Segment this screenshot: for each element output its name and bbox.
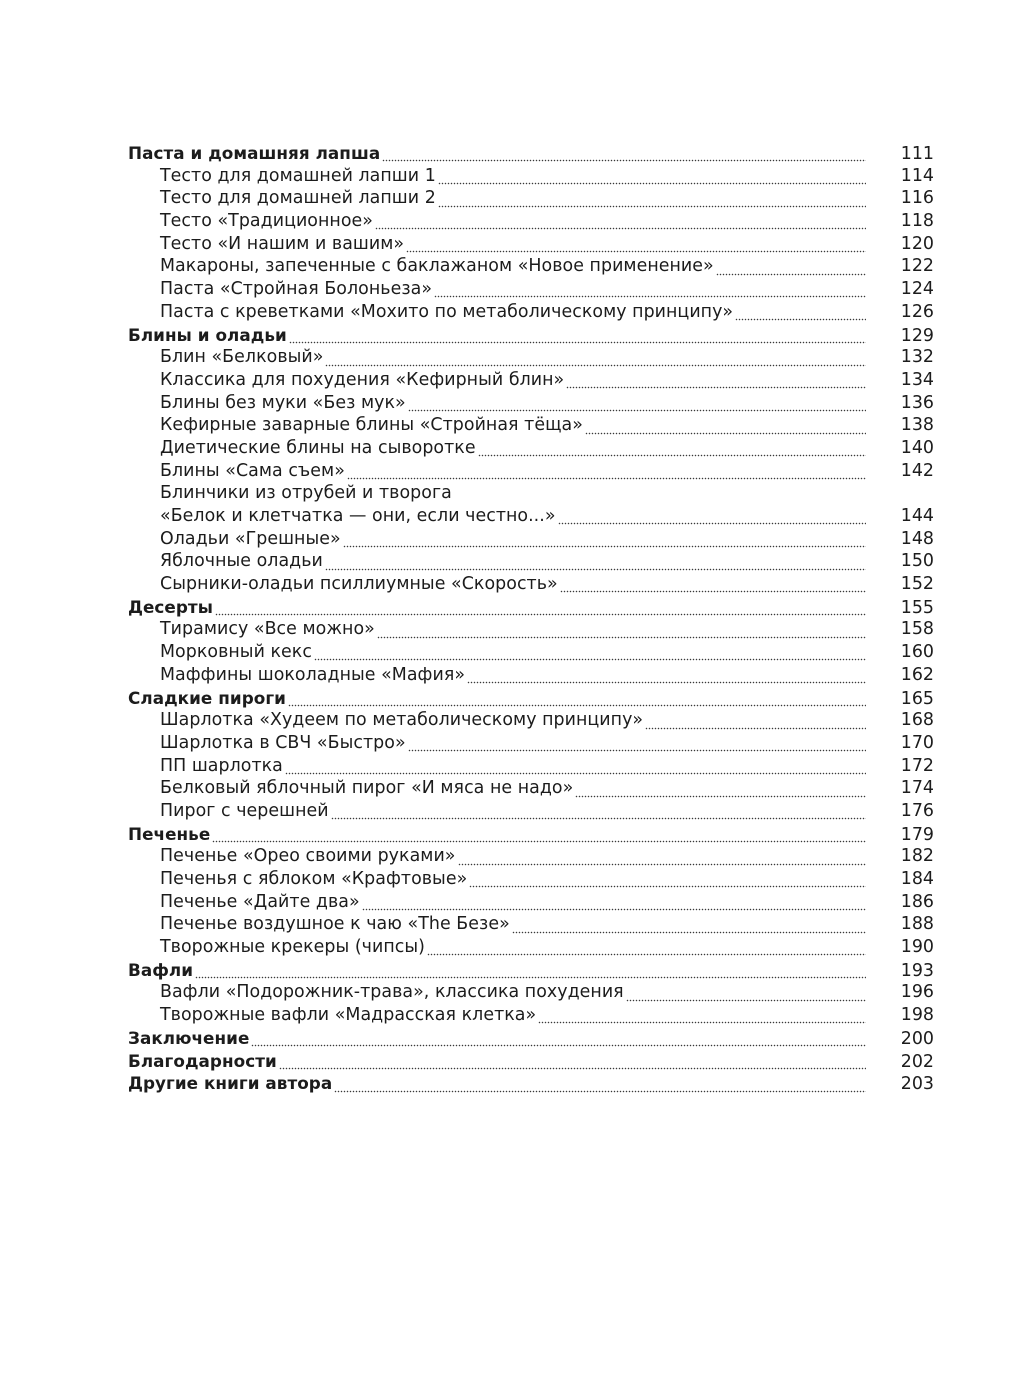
toc-title: Паста с креветками «Мохито по метаболическому принципу»	[160, 301, 734, 322]
dot-leader	[434, 288, 866, 298]
dot-leader	[438, 198, 866, 208]
toc-title: Печенье	[128, 823, 211, 844]
dot-leader	[538, 1014, 866, 1024]
toc-entry	[128, 187, 934, 210]
toc-page-number: 122	[900, 256, 934, 277]
toc-entry	[128, 301, 934, 324]
dot-leader	[512, 924, 866, 934]
toc-entry	[128, 732, 934, 755]
toc-page-number: 120	[900, 233, 934, 254]
toc-title: Печенье «Орео своими руками»	[160, 846, 456, 867]
toc-page-number: 155	[900, 597, 934, 618]
dot-leader	[558, 515, 866, 525]
toc-entry	[128, 369, 934, 392]
dot-leader	[585, 425, 866, 435]
toc-title: Заключение	[128, 1027, 250, 1048]
toc-title: Белковый яблочный пирог «И мяса не надо»	[160, 778, 574, 799]
dot-leader	[325, 561, 866, 571]
toc-title: Паста и домашняя лапша	[128, 143, 381, 163]
toc-page-number: 118	[900, 211, 934, 232]
dot-leader	[377, 629, 866, 639]
toc-page-number: 111	[900, 144, 934, 164]
toc-title: Вафли	[128, 959, 194, 980]
toc-entry	[128, 165, 934, 188]
toc-page-number: 203	[900, 1074, 934, 1095]
toc-page-number: 186	[900, 891, 934, 912]
dot-leader	[438, 175, 866, 185]
toc-page-number: 114	[900, 165, 934, 186]
toc-page-number: 196	[900, 982, 934, 1003]
toc-title: Пирог с черешней	[160, 800, 329, 821]
toc-page-number: 160	[900, 642, 934, 663]
dot-leader	[469, 878, 866, 888]
toc-entry	[128, 278, 934, 301]
toc-entry	[128, 981, 934, 1004]
toc-title: Кефирные заварные блины «Стройная тёща»	[160, 415, 583, 436]
dot-leader	[215, 606, 866, 616]
dot-leader	[279, 1060, 866, 1070]
toc-entry	[128, 255, 934, 278]
toc-title: Тесто для домашней лапши 2	[160, 188, 436, 209]
toc-title: Паста «Стройная Болоньеза»	[160, 279, 433, 300]
toc-section	[128, 324, 934, 347]
dot-leader	[458, 856, 867, 866]
toc-title: «Белок и клетчатка — они, если честно...»	[160, 506, 556, 526]
dot-leader	[343, 538, 866, 548]
toc-title: Печенье «Дайте два»	[160, 891, 360, 912]
toc-page-number: 152	[900, 574, 934, 595]
toc-entry	[128, 550, 934, 573]
toc-entry	[128, 346, 934, 369]
toc-page-number: 179	[900, 824, 934, 845]
toc-section	[128, 1050, 934, 1073]
toc-section	[128, 959, 934, 982]
toc-entry	[128, 437, 934, 460]
dot-leader	[478, 447, 866, 457]
toc-title: Творожные вафли «Мадрасская клетка»	[160, 1005, 537, 1026]
toc-entry	[128, 800, 934, 823]
toc-title: Тесто для домашней лапши 1	[160, 165, 436, 186]
toc-section	[128, 1072, 934, 1095]
dot-leader	[362, 901, 866, 911]
dot-leader	[575, 788, 866, 798]
dot-leader	[289, 334, 866, 344]
dot-leader	[314, 651, 866, 661]
toc-title: Шарлотка в СВЧ «Быстро»	[160, 732, 406, 753]
toc-title: Печенье воздушное к чаю «The Безе»	[160, 914, 510, 935]
dot-leader	[285, 765, 866, 775]
toc-page-number: 129	[900, 325, 934, 346]
toc-page-number: 126	[900, 301, 934, 322]
toc-entry	[128, 891, 934, 914]
toc-title: Тесто «И нашим и вашим»	[160, 233, 405, 254]
toc-entry	[128, 618, 934, 641]
toc-page-number: 142	[900, 460, 934, 481]
dot-leader	[427, 946, 866, 956]
toc-title: Сладкие пироги	[128, 687, 286, 708]
toc-page-number: 188	[900, 914, 934, 935]
toc-entry	[128, 482, 934, 505]
toc-title: Блин «Белковый»	[160, 347, 324, 368]
toc-entry	[128, 936, 934, 959]
dot-leader	[566, 379, 866, 389]
dot-leader	[195, 969, 866, 979]
toc-page-number: 202	[900, 1051, 934, 1072]
toc-entry	[128, 709, 934, 732]
dot-leader	[288, 697, 866, 707]
toc-page-number: 148	[900, 528, 934, 549]
dot-leader	[406, 243, 866, 253]
dot-leader	[467, 674, 866, 684]
toc-page-number: 176	[900, 800, 934, 821]
toc-page-number: 158	[900, 619, 934, 640]
toc-title: Диетические блины на сыворотке	[160, 437, 476, 458]
toc-page-number: 184	[900, 869, 934, 889]
toc-page-number: 193	[900, 960, 934, 981]
toc-entry	[128, 528, 934, 551]
toc-page-number: 162	[900, 664, 934, 685]
toc-entry	[128, 845, 934, 868]
dot-leader	[375, 220, 866, 230]
toc-entry	[128, 505, 934, 528]
dot-leader	[212, 833, 866, 843]
toc-page-number: 134	[900, 369, 934, 390]
toc-entry	[128, 210, 934, 233]
toc-title: Тесто «Традиционное»	[160, 211, 373, 232]
toc-title: Маффины шоколадные «Мафия»	[160, 664, 466, 685]
toc-page-number: 174	[900, 778, 934, 799]
toc-page-number: 168	[900, 710, 934, 731]
toc-page-number: 198	[900, 1005, 934, 1026]
toc-entry	[128, 392, 934, 415]
toc-title: Вафли «Подорожник-трава», классика похудения	[160, 982, 624, 1003]
toc-page-number: 172	[900, 755, 934, 776]
toc-entry	[128, 755, 934, 778]
toc-title: Шарлотка «Худеем по метаболическому принципу»	[160, 710, 644, 731]
toc-title: Печенья с яблоком «Крафтовые»	[160, 869, 468, 889]
toc-entry	[128, 664, 934, 687]
toc-entry	[128, 1004, 934, 1027]
toc-entry	[128, 777, 934, 800]
dot-leader	[716, 266, 866, 276]
toc-section	[128, 687, 934, 710]
toc-entry	[128, 414, 934, 437]
toc-title: Тирамису «Все можно»	[160, 619, 375, 640]
toc-page-number: 124	[900, 279, 934, 300]
toc-title: Сырники-оладьи псиллиумные «Скорость»	[160, 574, 558, 595]
toc-entry	[128, 641, 934, 664]
dot-leader	[334, 1083, 866, 1093]
toc-title: ПП шарлотка	[160, 755, 283, 776]
toc-page-number: 144	[900, 506, 934, 526]
toc-entry	[128, 868, 934, 891]
dot-leader	[382, 152, 866, 162]
toc-title: Макароны, запеченные с баклажаном «Новое применение»	[160, 256, 714, 277]
toc-title: Блины «Сама съем»	[160, 460, 345, 481]
dot-leader	[560, 583, 866, 593]
toc-entry	[128, 913, 934, 936]
toc-page-number: 136	[900, 392, 934, 413]
toc-page-number: 170	[900, 732, 934, 753]
dot-leader	[408, 402, 866, 412]
toc-entry	[128, 233, 934, 256]
toc-page-number: 132	[900, 347, 934, 368]
dot-leader	[347, 470, 866, 480]
dot-leader	[626, 992, 866, 1002]
toc-entry	[128, 460, 934, 483]
dot-leader	[408, 742, 866, 752]
toc-title: Творожные крекеры (чипсы)	[160, 937, 425, 958]
toc-page-number: 150	[900, 551, 934, 572]
toc-page-number: 190	[900, 937, 934, 958]
toc-page-number: 116	[900, 188, 934, 209]
dot-leader	[645, 720, 866, 730]
dot-leader	[251, 1037, 866, 1047]
toc-page-number: 200	[900, 1028, 934, 1049]
table-of-contents	[128, 142, 934, 1095]
dot-leader	[735, 311, 866, 321]
toc-title: Десерты	[128, 596, 213, 617]
toc-title: Блинчики из отрубей и творога	[160, 483, 452, 504]
toc-section	[128, 823, 934, 846]
dot-leader	[325, 357, 866, 367]
toc-page-number: 140	[900, 437, 934, 458]
toc-title: Благодарности	[128, 1050, 277, 1071]
dot-leader	[331, 810, 866, 820]
toc-title: Классика для похудения «Кефирный блин»	[160, 369, 565, 390]
toc-title: Яблочные оладьи	[160, 551, 323, 572]
toc-page-number: 138	[900, 415, 934, 436]
toc-entry	[128, 573, 934, 596]
toc-title: Морковный кекс	[160, 642, 312, 663]
toc-title: Другие книги автора	[128, 1073, 333, 1094]
toc-title: Оладьи «Грешные»	[160, 528, 341, 549]
toc-page-number: 182	[900, 846, 934, 867]
toc-section	[128, 142, 934, 165]
toc-section	[128, 596, 934, 619]
toc-title: Блины без муки «Без мук»	[160, 392, 406, 413]
toc-title: Блины и оладьи	[128, 324, 287, 345]
toc-section	[128, 1027, 934, 1050]
toc-page-number: 165	[900, 688, 934, 709]
